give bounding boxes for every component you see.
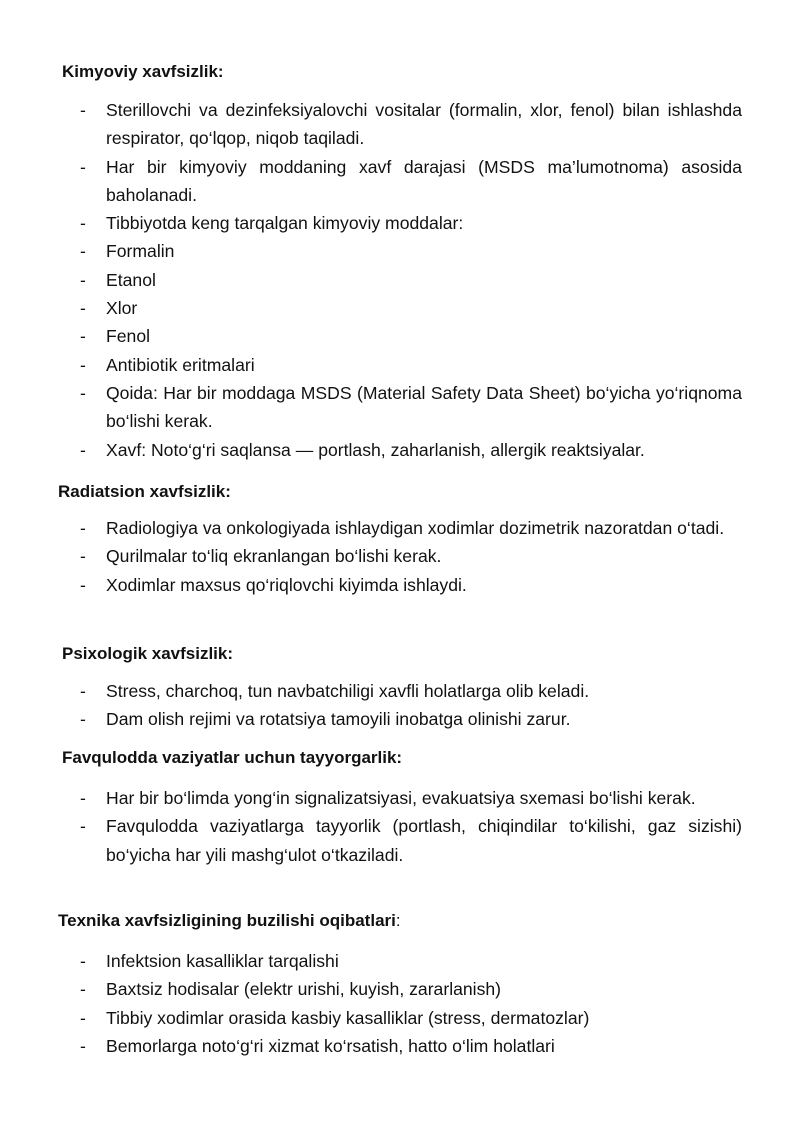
list-item: - Fenol [80,322,742,350]
dash-bullet: - [80,681,86,701]
section-heading: Texnika xavfsizligining buzilishi oqibatlari: [58,911,401,930]
section-heading: Favqulodda vaziyatlar uchun tayyorgarlik: [62,748,403,767]
dash-bullet: - [80,546,86,567]
section-heading: Psixologik xavfsizlik: [62,644,234,663]
dash-bullet: - [80,518,86,538]
bullet-list [80,784,742,869]
dash-bullet: - [80,951,86,971]
section-heading: Kimyoviy xavfsizlik: [62,62,224,81]
list-item: - Xavf: Noto‘g‘ri saqlansa — portlash, zaharlanish, allergik reaktsiyalar. [80,436,742,464]
dash-bullet: - [80,100,86,120]
list-item: - Qurilmalar to‘liq ekranlangan bo‘lishi kerak. [80,542,742,570]
list-item: - Infektsion kasalliklar tarqalishi [80,947,742,975]
dash-bullet: - [80,816,86,837]
list-item: - Antibiotik eritmalari [80,351,742,379]
list-item: - Xlor [80,294,742,322]
list-item: - Tibbiy xodimlar orasida kasbiy kasalliklar (stress, dermatozlar) [80,1004,742,1032]
dash-bullet: - [80,213,86,234]
dash-bullet: - [80,574,86,595]
dash-bullet: - [80,1007,86,1028]
list-item: - Formalin [80,237,742,265]
list-item: - Xodimlar maxsus qo‘riqlovchi kiyimda ishlaydi. [80,571,742,599]
dash-bullet: - [80,979,86,1000]
dash-bullet: - [80,241,86,262]
list-item: - Stress, charchoq, tun navbatchiligi xavfli holatlarga olib keladi. [80,677,742,705]
dash-bullet: - [80,156,86,177]
dash-bullet: - [80,354,86,375]
section-heading: Radiatsion xavfsizlik: [58,482,231,501]
list-item: - Har bir kimyoviy moddaning xavf darajasi (MSDS ma’lumotnoma) asosida baholanadi. [80,153,742,210]
bullet-list [80,947,742,1060]
list-item: - Favqulodda vaziyatlarga tayyorlik (portlash, chiqindilar to‘kilishi, gaz sizishi) bo‘yicha har yili mashg‘ulot o‘tkaziladi. [80,812,742,869]
dash-bullet: - [80,382,86,403]
dash-bullet: - [80,269,86,290]
list-item: - Tibbiyotda keng tarqalgan kimyoviy moddalar: [80,209,742,237]
dash-bullet: - [80,788,86,808]
list-item: - Etanol [80,266,742,294]
bullet-list [80,96,742,464]
dash-bullet: - [80,1035,86,1056]
dash-bullet: - [80,298,86,319]
dash-bullet: - [80,439,86,460]
list-item: - Har bir bo‘limda yong‘in signalizatsiyasi, evakuatsiya sxemasi bo‘lishi kerak. [80,784,742,812]
bullet-list [80,514,742,599]
dash-bullet: - [80,326,86,347]
dash-bullet: - [80,709,86,730]
list-item: - Bemorlarga noto‘g‘ri xizmat ko‘rsatish, hatto o‘lim holatlari [80,1032,742,1060]
list-item: - Dam olish rejimi va rotatsiya tamoyili inobatga olinishi zarur. [80,705,742,733]
bullet-list [80,677,742,734]
list-item: - Baxtsiz hodisalar (elektr urishi, kuyish, zararlanish) [80,975,742,1003]
list-item: - Qoida: Har bir moddaga MSDS (Material Safety Data Sheet) bo‘yicha yo‘riqnoma bo‘lishi kerak. [80,379,742,436]
list-item: - Radiologiya va onkologiyada ishlaydigan xodimlar dozimetrik nazoratdan o‘tadi. [80,514,742,542]
list-item: - Sterillovchi va dezinfeksiyalovchi vositalar (formalin, xlor, fenol) bilan ishlashda respirator, qo‘lqop, niqob taqiladi. [80,96,742,153]
